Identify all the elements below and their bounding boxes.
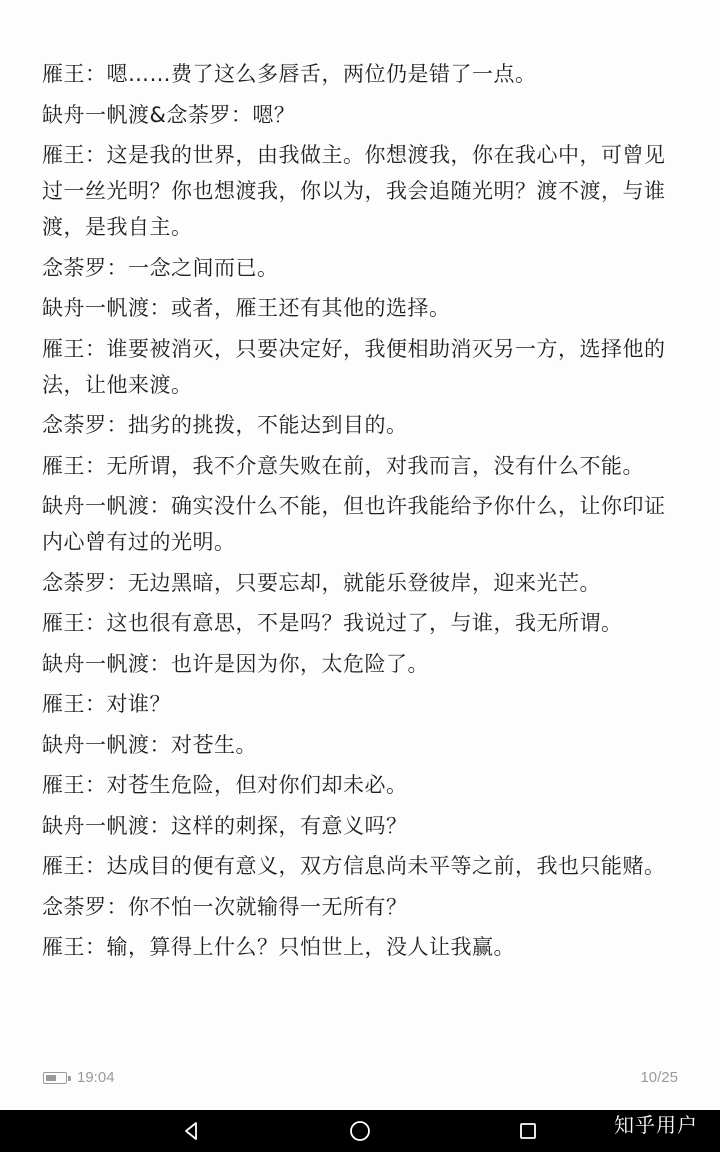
dialogue-paragraph: 雁王：输，算得上什么？只怕世上，没人让我赢。 [42,935,515,959]
dialogue-paragraph: 雁王：达成目的便有意义，双方信息尚未平等之前，我也只能赌。 [42,854,666,878]
page-number: 10/25 [640,1069,678,1086]
dialogue-paragraph: 雁王：谁要被消灭，只要决定好，我便相助消灭另一方，选择他的法，让他来渡。 [42,336,666,397]
dialogue-paragraph: 念荼罗：拙劣的挑拨，不能达到目的。 [42,413,408,437]
home-button[interactable] [330,1110,390,1152]
status-bar [0,1062,720,1094]
dialogue-paragraph: 雁王：对苍生危险，但对你们却未必。 [42,773,408,797]
dialogue-paragraph: 缺舟一帆渡：或者，雁王还有其他的选择。 [42,296,451,320]
dialogue-paragraph: 念荼罗：无边黑暗，只要忘却，就能乐登彼岸，迎来光芒。 [42,570,601,595]
back-triangle-icon [181,1120,203,1142]
clock-time: 19:04 [77,1069,115,1086]
home-circle-icon [348,1119,372,1143]
dialogue-paragraph: 缺舟一帆渡：对苍生。 [42,732,257,757]
dialogue-paragraph: 缺舟一帆渡：确实没什么不能，但也许我能给予你什么，让你印证内心曾有过的光明。 [42,494,666,554]
system-navigation-bar [0,1110,720,1152]
text-content [42,56,682,970]
dialogue-paragraph: 念荼罗：你不怕一次就输得一无所有？ [42,894,408,919]
back-button[interactable] [162,1110,222,1152]
battery-icon [43,1072,67,1084]
dialogue-paragraph: 缺舟一帆渡：也许是因为你，太危险了。 [42,651,429,676]
dialogue-paragraph: 缺舟一帆渡：这样的刺探，有意义吗？ [42,813,408,838]
recent-square-icon [517,1120,539,1142]
dialogue-paragraph: 念荼罗：一念之间而已。 [42,255,279,280]
dialogue-paragraph: 缺舟一帆渡&念荼罗：嗯？ [42,102,296,127]
battery-level [46,1075,56,1081]
dialogue-paragraph: 雁王：嗯……费了这么多唇舌，两位仍是错了一点。 [42,62,537,86]
dialogue-paragraph: 雁王：无所谓，我不介意失败在前，对我而言，没有什么不能。 [42,453,644,478]
dialogue-paragraph: 雁王：对谁？ [42,692,171,716]
zhihu-watermark: 知乎用户 [614,1113,698,1137]
dialogue-paragraph: 雁王：这是我的世界，由我做主。你想渡我，你在我心中，可曾见过一丝光明？你也想渡我，你以为，我会追随光明？渡不渡，与谁渡，是我自主。 [42,143,666,239]
recent-apps-button[interactable] [498,1110,558,1152]
dialogue-paragraph: 雁王：这也很有意思，不是吗？我说过了，与谁，我无所谓。 [42,611,623,635]
